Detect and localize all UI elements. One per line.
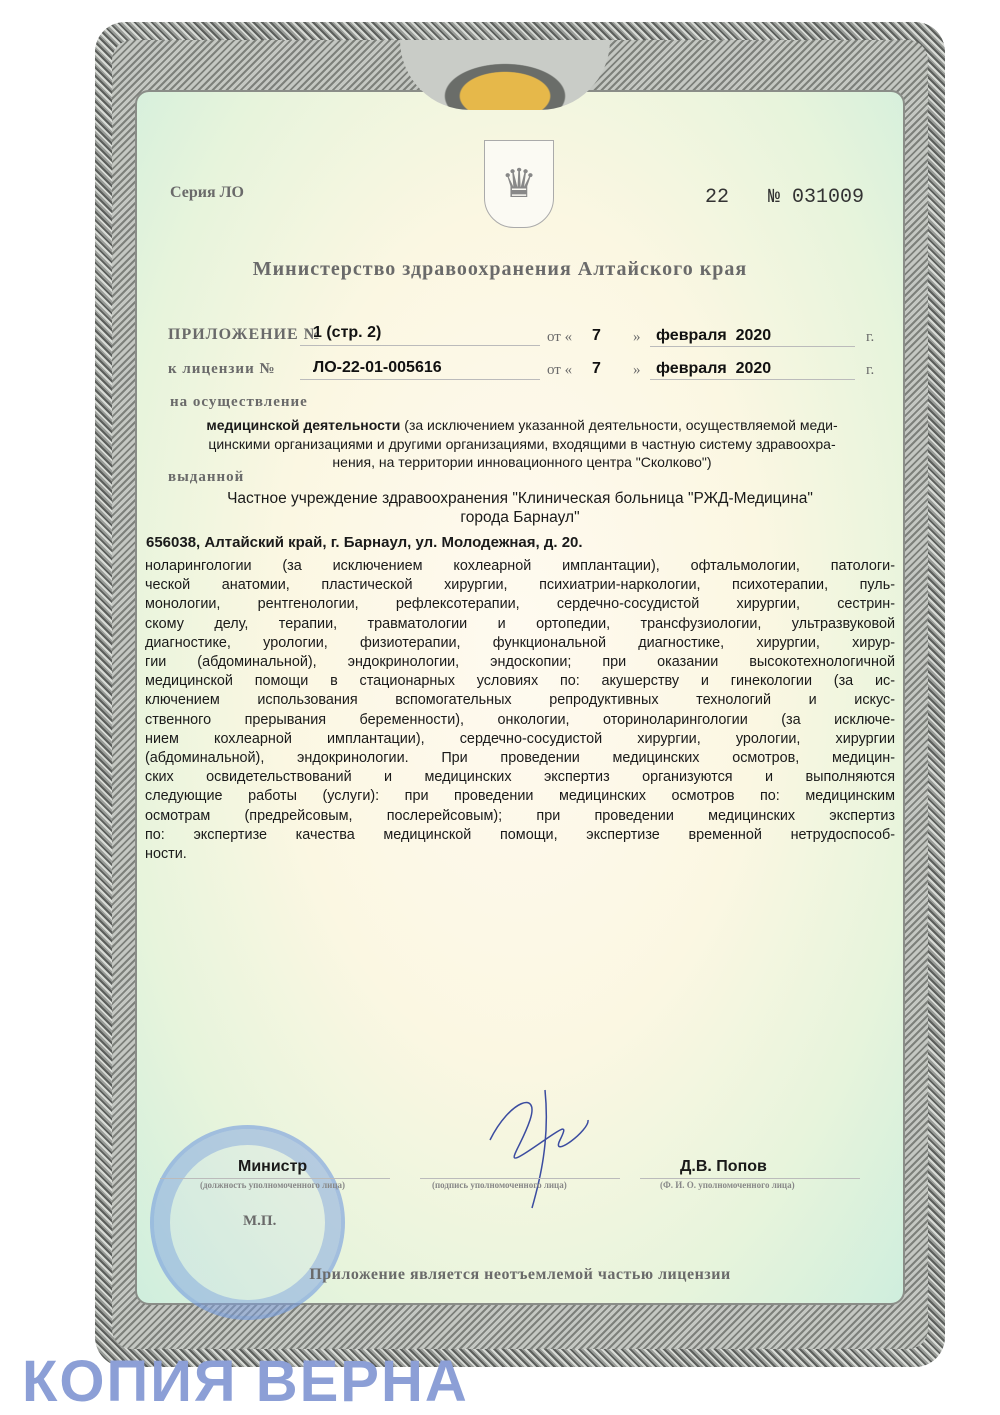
underline <box>300 345 540 346</box>
services-line: ключением использования вспомогательных репродуктивных технологий и искус- <box>145 692 895 709</box>
appendix-row <box>168 326 321 344</box>
appendix-day: 7 <box>592 327 601 344</box>
services-line: ских освидетельствований и медицинских экспертиз организуются и выполняются <box>145 769 895 786</box>
position-caption: (должность уполномоченного лица) <box>200 1180 345 1190</box>
organization-name <box>140 489 900 527</box>
signatory-position: Министр <box>238 1158 308 1175</box>
series-label: Серия ЛО <box>170 184 244 201</box>
activity-label: на осуществление <box>170 394 308 410</box>
services-line: монологии, рентгенологии, рефлексотерапии, сердечно-сосудистой хирургии, сестрин- <box>145 596 895 613</box>
appendix-label: ПРИЛОЖЕНИЕ № <box>168 326 321 343</box>
services-line: ноларингологии (за исключением кохлеарной имплантации), офтальмологии, патологи- <box>145 558 895 574</box>
services-line: скому делу, терапии, травматологии и ортопедии, трансфузиологии, ультразвуковой <box>145 615 895 632</box>
services-line: гии (абдоминальной), эндокринологии, эндоскопии; при оказании высокотехнологичной <box>145 654 895 671</box>
region-code: 22 <box>705 186 730 209</box>
activity-line: нения, на территории инновационного центра "Сколково") <box>332 454 712 470</box>
services-line: (абдоминальной), эндокринологии. При проведении медицинских осмотров, медицин- <box>145 750 895 767</box>
underline <box>300 379 540 380</box>
license-date: февраля 2020 <box>656 360 772 377</box>
appendix-value: 1 (стр. 2) <box>313 324 382 341</box>
issued-label: выданной <box>168 469 245 485</box>
activity-line: медицинской деятельности (за исключением указанной деятельности, осуществляемой меди- <box>206 417 838 433</box>
services-line: диагностике, урологии, физиотерапии, функциональной диагностике, хирургии, хирур- <box>145 634 895 651</box>
address: 656038, Алтайский край, г. Барнаул, ул. Молодежная, д. 20. <box>146 534 583 551</box>
copy-certified-stamp: КОПИЯ ВЕРНА <box>22 1349 469 1414</box>
services-line: ческой анатомии, пластической хирургии, психиатрии-наркологии, психотерапии, пуль- <box>145 577 895 594</box>
license-close: » <box>633 362 641 378</box>
license-label-wrap <box>168 361 276 378</box>
activity-text <box>148 416 896 472</box>
services-line: ности. <box>145 846 187 863</box>
underline <box>160 1178 390 1179</box>
seal-place-label: М.П. <box>243 1213 277 1229</box>
services-line: ственного прерывания беременности), онкологии, оториноларингологии (за исключе- <box>145 711 895 728</box>
services-line: следующие работы (услуги): при проведении медицинских осмотров по: медицинским <box>145 788 895 805</box>
license-day: 7 <box>592 360 601 377</box>
signatory-name: Д.В. Попов <box>680 1158 767 1175</box>
appendix-close: » <box>633 329 641 345</box>
org-line: Частное учреждение здравоохранения "Клиническая больница "РЖД-Медицина" <box>227 490 813 507</box>
appendix-date: февраля 2020 <box>656 327 772 344</box>
appendix-year-suffix: г. <box>866 329 875 345</box>
services-line: по: экспертизе качества медицинской помощи, экспертизе временной нетрудоспособ- <box>145 826 895 843</box>
ministry-title: Министерство здравоохранения Алтайского края <box>252 258 748 280</box>
underline <box>420 1178 620 1179</box>
license-number: ЛО-22-01-005616 <box>313 359 442 376</box>
form-number: № 031009 <box>768 186 865 209</box>
footer-note: Приложение является неотъемлемой частью лицензии <box>309 1266 731 1283</box>
underline <box>650 346 855 347</box>
activity-line: цинскими организациями и другими организациями, входящими в частную систему здравоохра- <box>208 435 836 452</box>
services-line: медицинской помощи в стационарных условиях по: акушерству и гинекологии (за ис- <box>145 673 895 690</box>
underline <box>650 379 855 380</box>
activity-keyword: медицинской деятельности <box>206 417 401 433</box>
name-caption: (Ф. И. О. уполномоченного лица) <box>660 1180 795 1190</box>
license-year-suffix: г. <box>866 362 875 378</box>
appendix-from: от « <box>547 329 573 345</box>
license-from: от « <box>547 362 573 378</box>
underline <box>640 1178 860 1179</box>
license-label: к лицензии № <box>168 361 276 377</box>
coat-of-arms-icon: ♛ <box>484 140 554 228</box>
org-line: города Барнаул" <box>460 509 580 526</box>
signature-caption: (подпись уполномоченного лица) <box>432 1180 567 1190</box>
signature-mark <box>470 1080 610 1210</box>
services-line: осмотрам (предрейсовым, послерейсовым); при проведении медицинских экспертиз <box>145 807 895 824</box>
services-list <box>145 557 895 864</box>
services-line: нием кохлеарной имплантации), сердечно-сосудистой хирургии, урологии, хирургии <box>145 730 895 747</box>
